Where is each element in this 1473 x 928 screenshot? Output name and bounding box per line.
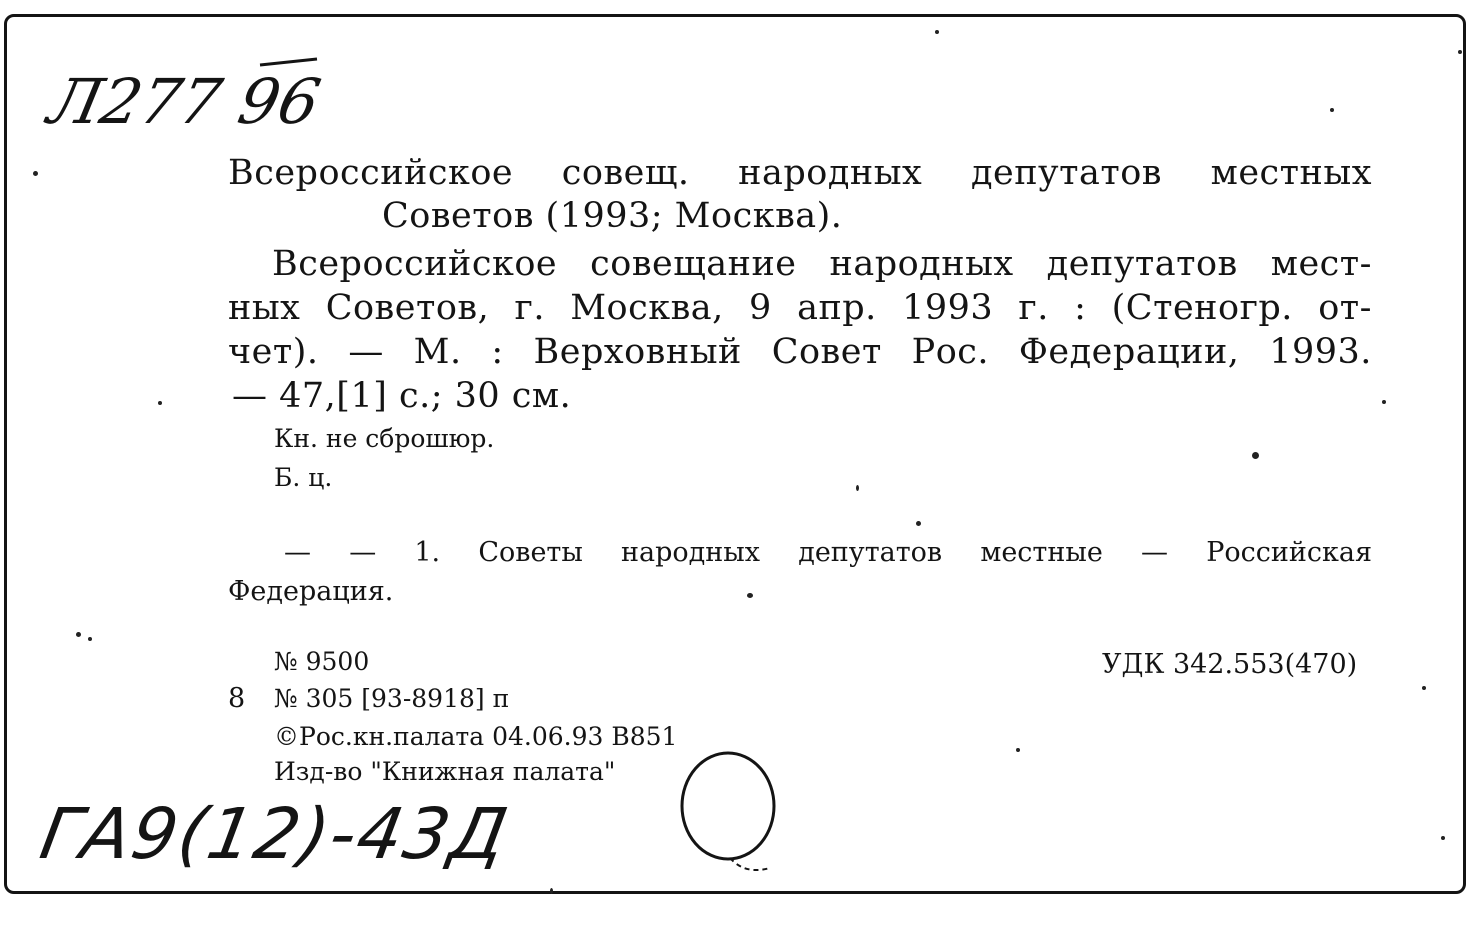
description-word: — <box>348 332 384 372</box>
description-word: г. <box>1018 288 1049 328</box>
description-word: мест- <box>1270 244 1372 284</box>
heading-word: депутатов <box>970 153 1162 193</box>
subject-word: — <box>284 537 311 568</box>
handwritten-shelfmark-text: Л277 96 <box>42 65 327 138</box>
heading-word: местных <box>1210 153 1372 193</box>
udc-code: УДК 342.553(470) <box>1102 649 1358 680</box>
speck <box>1016 748 1020 752</box>
description-word: : <box>1074 288 1087 328</box>
description-word: 1993 <box>902 288 994 328</box>
copyright-line: ©Рос.кн.палата 04.06.93 В851 <box>274 722 678 751</box>
description-word: народных <box>829 244 1014 284</box>
subject-word: местные <box>980 537 1103 568</box>
description-word: ных <box>228 288 301 328</box>
speck <box>1330 108 1334 112</box>
heading-word: народных <box>738 153 923 193</box>
description-word: г. <box>514 288 545 328</box>
speck <box>550 888 553 894</box>
speck <box>747 593 753 598</box>
speck <box>33 171 38 176</box>
description-word: Рос. <box>911 332 990 372</box>
description-line-1 <box>272 244 1372 284</box>
subject-word: депутатов <box>798 537 943 568</box>
speck <box>158 401 162 405</box>
copies-prefix: 8 <box>228 683 246 714</box>
description-word: Совет <box>771 332 882 372</box>
speck <box>856 485 859 491</box>
description-word: Всероссийское <box>272 244 558 284</box>
description-word: 9 <box>749 288 772 328</box>
handwritten-bottom-note-text: ГА9(12)-43Д <box>34 793 515 875</box>
speck <box>88 637 92 641</box>
subject-line-1 <box>284 537 1372 568</box>
description-line-2 <box>228 288 1372 328</box>
description-word: Верховный <box>533 332 742 372</box>
description-word: 1993. <box>1269 332 1372 372</box>
speck <box>1252 452 1259 459</box>
subject-word: — <box>1141 537 1169 568</box>
subject-word: 1. <box>414 537 441 568</box>
binding-note: Кн. не сброшюр. <box>274 424 495 453</box>
heading-word: Всероссийское <box>228 153 514 193</box>
speck <box>1441 836 1445 840</box>
circle-mark-icon <box>670 740 800 890</box>
description-word: : <box>491 332 504 372</box>
description-word: депутатов <box>1046 244 1238 284</box>
description-word: чет). <box>228 332 319 372</box>
speck <box>935 30 939 34</box>
subject-word: — <box>349 537 377 568</box>
publisher-line: Изд-во "Книжная палата" <box>274 757 616 786</box>
speck <box>1382 400 1386 404</box>
description-word: апр. <box>797 288 877 328</box>
subject-word: народных <box>621 537 761 568</box>
handwritten-bottom-note <box>34 770 525 885</box>
description-line-3 <box>228 332 1372 372</box>
speck <box>76 632 81 637</box>
description-line-4: — 47,[1] с.; 30 см. <box>232 376 572 416</box>
speck <box>1422 686 1426 690</box>
description-word: М. <box>413 332 462 372</box>
description-word: совещание <box>590 244 797 284</box>
heading-line-1 <box>228 153 1372 193</box>
handwritten-shelfmark <box>42 55 335 145</box>
price-note: Б. ц. <box>274 463 333 492</box>
subject-word: Российская <box>1206 537 1372 568</box>
description-word: (Стеногр. <box>1111 288 1293 328</box>
description-word: Федерации, <box>1018 332 1240 372</box>
description-word: Москва, <box>570 288 724 328</box>
subject-word: Советы <box>478 537 583 568</box>
speck <box>916 521 921 526</box>
heading-line-2: Советов (1993; Москва). <box>382 196 843 236</box>
speck <box>1458 50 1462 54</box>
description-word: Советов, <box>325 288 490 328</box>
heading-word: совещ. <box>561 153 690 193</box>
description-word: от- <box>1318 288 1372 328</box>
card-number: № 9500 <box>274 647 370 676</box>
record-number: № 305 [93-8918] п <box>274 684 510 713</box>
subject-line-2: Федерация. <box>228 576 394 607</box>
